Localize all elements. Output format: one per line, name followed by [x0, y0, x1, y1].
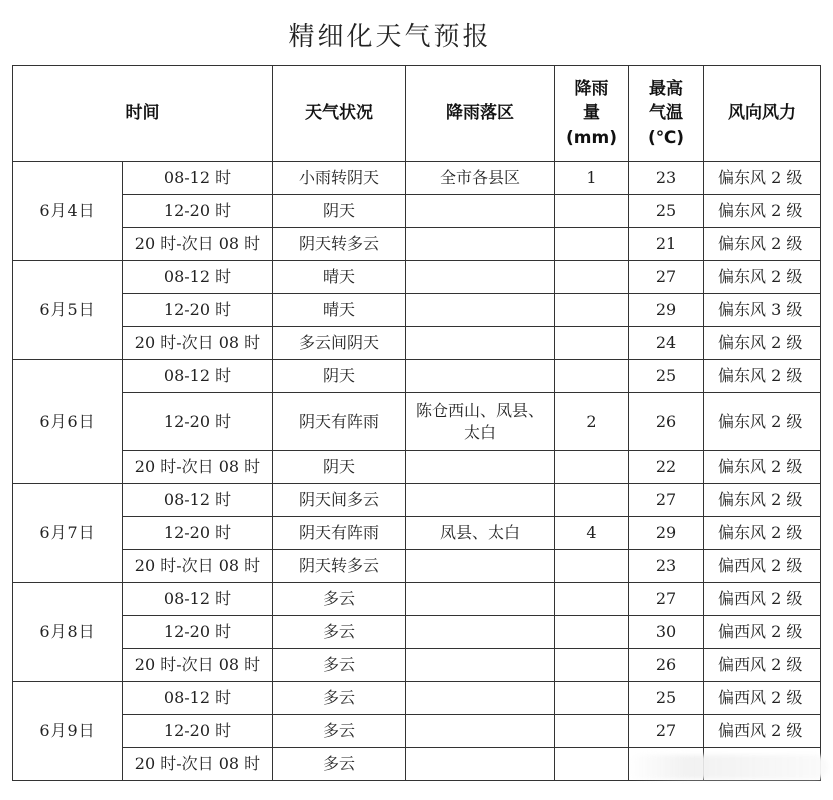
max-temp-cell: 29: [629, 294, 704, 327]
rainfall-cell: [555, 484, 629, 517]
date-cell: 6月7日: [13, 484, 123, 583]
rain-area-cell: [406, 583, 555, 616]
date-cell: 6月6日: [13, 360, 123, 484]
header-temp-line1: 最高: [649, 78, 683, 99]
wind-cell: 偏西风 2 级: [704, 682, 821, 715]
weather-cell: 晴天: [273, 294, 406, 327]
rainfall-cell: [555, 550, 629, 583]
rainfall-cell: [555, 682, 629, 715]
period-cell: 08-12 时: [123, 484, 273, 517]
rainfall-cell: [555, 583, 629, 616]
weather-cell: 多云: [273, 715, 406, 748]
rainfall-cell: [555, 261, 629, 294]
wind-cell: 偏东风 2 级: [704, 228, 821, 261]
wind-cell: 偏东风 2 级: [704, 517, 821, 550]
period-cell: 20 时-次日 08 时: [123, 748, 273, 781]
date-cell: 6月5日: [13, 261, 123, 360]
table-row: [13, 616, 821, 649]
table-row: [13, 517, 821, 550]
max-temp-cell: 27: [629, 261, 704, 294]
rain-area-cell: [406, 327, 555, 360]
weather-cell: 多云: [273, 583, 406, 616]
period-cell: 08-12 时: [123, 360, 273, 393]
wind-cell: 偏东风 2 级: [704, 162, 821, 195]
period-cell: 20 时-次日 08 时: [123, 327, 273, 360]
max-temp-cell: 27: [629, 484, 704, 517]
forecast-body: [13, 162, 821, 781]
wind-cell: 偏东风 2 级: [704, 393, 821, 451]
table-row: [13, 484, 821, 517]
rainfall-cell: 2: [555, 393, 629, 451]
max-temp-cell: 21: [629, 228, 704, 261]
rain-area-cell: [406, 228, 555, 261]
wind-cell: 偏东风 2 级: [704, 484, 821, 517]
rainfall-cell: [555, 195, 629, 228]
rainfall-cell: [555, 228, 629, 261]
weather-cell: 阴天: [273, 195, 406, 228]
weather-cell: 阴天转多云: [273, 228, 406, 261]
wind-cell: 偏东风 3 级: [704, 294, 821, 327]
table-row: [13, 261, 821, 294]
wind-cell: 偏东风 2 级: [704, 327, 821, 360]
period-cell: 20 时-次日 08 时: [123, 649, 273, 682]
rain-area-cell: [406, 748, 555, 781]
weather-cell: 阴天转多云: [273, 550, 406, 583]
header-wind: 风向风力: [704, 66, 821, 162]
max-temp-cell: 25: [629, 682, 704, 715]
max-temp-cell: 26: [629, 649, 704, 682]
header-rain: [555, 66, 629, 162]
date-cell: 6月8日: [13, 583, 123, 682]
table-row: [13, 682, 821, 715]
rain-area-cell: [406, 550, 555, 583]
table-row: [13, 583, 821, 616]
rain-area-cell: 陈仓西山、凤县、太白: [406, 393, 555, 451]
wind-cell: 偏西风 2 级: [704, 649, 821, 682]
rainfall-cell: [555, 360, 629, 393]
weather-cell: 多云间阴天: [273, 327, 406, 360]
rain-area-cell: 全市各县区: [406, 162, 555, 195]
watermark-smear: [628, 755, 828, 779]
rain-area-cell: [406, 451, 555, 484]
weather-cell: 阴天有阵雨: [273, 393, 406, 451]
weather-cell: 多云: [273, 682, 406, 715]
table-row: [13, 195, 821, 228]
period-cell: 12-20 时: [123, 393, 273, 451]
max-temp-cell: 26: [629, 393, 704, 451]
max-temp-cell: 22: [629, 451, 704, 484]
header-area: 降雨落区: [406, 66, 555, 162]
period-cell: 08-12 时: [123, 583, 273, 616]
rain-area-cell: [406, 616, 555, 649]
rain-area-cell: [406, 682, 555, 715]
max-temp-cell: 25: [629, 360, 704, 393]
header-temp: [629, 66, 704, 162]
wind-cell: 偏东风 2 级: [704, 360, 821, 393]
wind-cell: 偏西风 2 级: [704, 616, 821, 649]
wind-cell: 偏东风 2 级: [704, 451, 821, 484]
rain-area-cell: [406, 195, 555, 228]
date-cell: 6月9日: [13, 682, 123, 781]
weather-cell: 阴天: [273, 451, 406, 484]
table-row: [13, 393, 821, 451]
rainfall-cell: [555, 327, 629, 360]
weather-cell: 阴天有阵雨: [273, 517, 406, 550]
header-row: [13, 66, 821, 162]
max-temp-cell: 27: [629, 583, 704, 616]
rain-area-cell: [406, 261, 555, 294]
max-temp-cell: 30: [629, 616, 704, 649]
weather-cell: 阴天间多云: [273, 484, 406, 517]
rain-area-cell: [406, 484, 555, 517]
wind-cell: 偏西风 2 级: [704, 715, 821, 748]
period-cell: 12-20 时: [123, 195, 273, 228]
table-row: [13, 550, 821, 583]
period-cell: 08-12 时: [123, 261, 273, 294]
period-cell: 20 时-次日 08 时: [123, 228, 273, 261]
table-row: [13, 715, 821, 748]
rainfall-cell: 4: [555, 517, 629, 550]
weather-cell: 多云: [273, 616, 406, 649]
max-temp-cell: 23: [629, 162, 704, 195]
max-temp-cell: 23: [629, 550, 704, 583]
page-title: 精细化天气预报: [288, 22, 492, 52]
table-row: [13, 162, 821, 195]
period-cell: 08-12 时: [123, 682, 273, 715]
table-row: [13, 649, 821, 682]
max-temp-cell: 29: [629, 517, 704, 550]
rain-area-cell: [406, 649, 555, 682]
rainfall-cell: [555, 294, 629, 327]
weather-cell: 小雨转阴天: [273, 162, 406, 195]
wind-cell: 偏东风 2 级: [704, 261, 821, 294]
weather-cell: 阴天: [273, 360, 406, 393]
period-cell: 08-12 时: [123, 162, 273, 195]
rainfall-cell: [555, 451, 629, 484]
rainfall-cell: 1: [555, 162, 629, 195]
max-temp-cell: 25: [629, 195, 704, 228]
header-weather: 天气状况: [273, 66, 406, 162]
weather-cell: 多云: [273, 748, 406, 781]
wind-cell: 偏东风 2 级: [704, 195, 821, 228]
table-row: [13, 327, 821, 360]
table-row: [13, 228, 821, 261]
rainfall-cell: [555, 748, 629, 781]
header-temp-line2: 气温: [649, 103, 683, 124]
weather-cell: 多云: [273, 649, 406, 682]
max-temp-cell: 24: [629, 327, 704, 360]
table-row: [13, 360, 821, 393]
wind-cell: 偏西风 2 级: [704, 583, 821, 616]
period-cell: 12-20 时: [123, 715, 273, 748]
period-cell: 12-20 时: [123, 616, 273, 649]
rain-area-cell: [406, 715, 555, 748]
rain-area-cell: [406, 360, 555, 393]
period-cell: 12-20 时: [123, 517, 273, 550]
header-temp-unit: (℃): [647, 127, 685, 148]
header-rain-unit: (mm): [566, 127, 617, 148]
header-time: 时间: [13, 66, 273, 162]
rain-area-cell: [406, 294, 555, 327]
date-cell: 6月4日: [13, 162, 123, 261]
rain-area-cell: 凤县、太白: [406, 517, 555, 550]
period-cell: 20 时-次日 08 时: [123, 451, 273, 484]
rainfall-cell: [555, 649, 629, 682]
header-rain-line1: 降雨: [574, 78, 609, 99]
wind-cell: 偏西风 2 级: [704, 550, 821, 583]
table-row: [13, 294, 821, 327]
weather-cell: 晴天: [273, 261, 406, 294]
rainfall-cell: [555, 715, 629, 748]
table-row: [13, 451, 821, 484]
period-cell: 20 时-次日 08 时: [123, 550, 273, 583]
max-temp-cell: 27: [629, 715, 704, 748]
rainfall-cell: [555, 616, 629, 649]
header-rain-line2: 量: [583, 103, 600, 124]
forecast-table: [12, 65, 821, 781]
period-cell: 12-20 时: [123, 294, 273, 327]
